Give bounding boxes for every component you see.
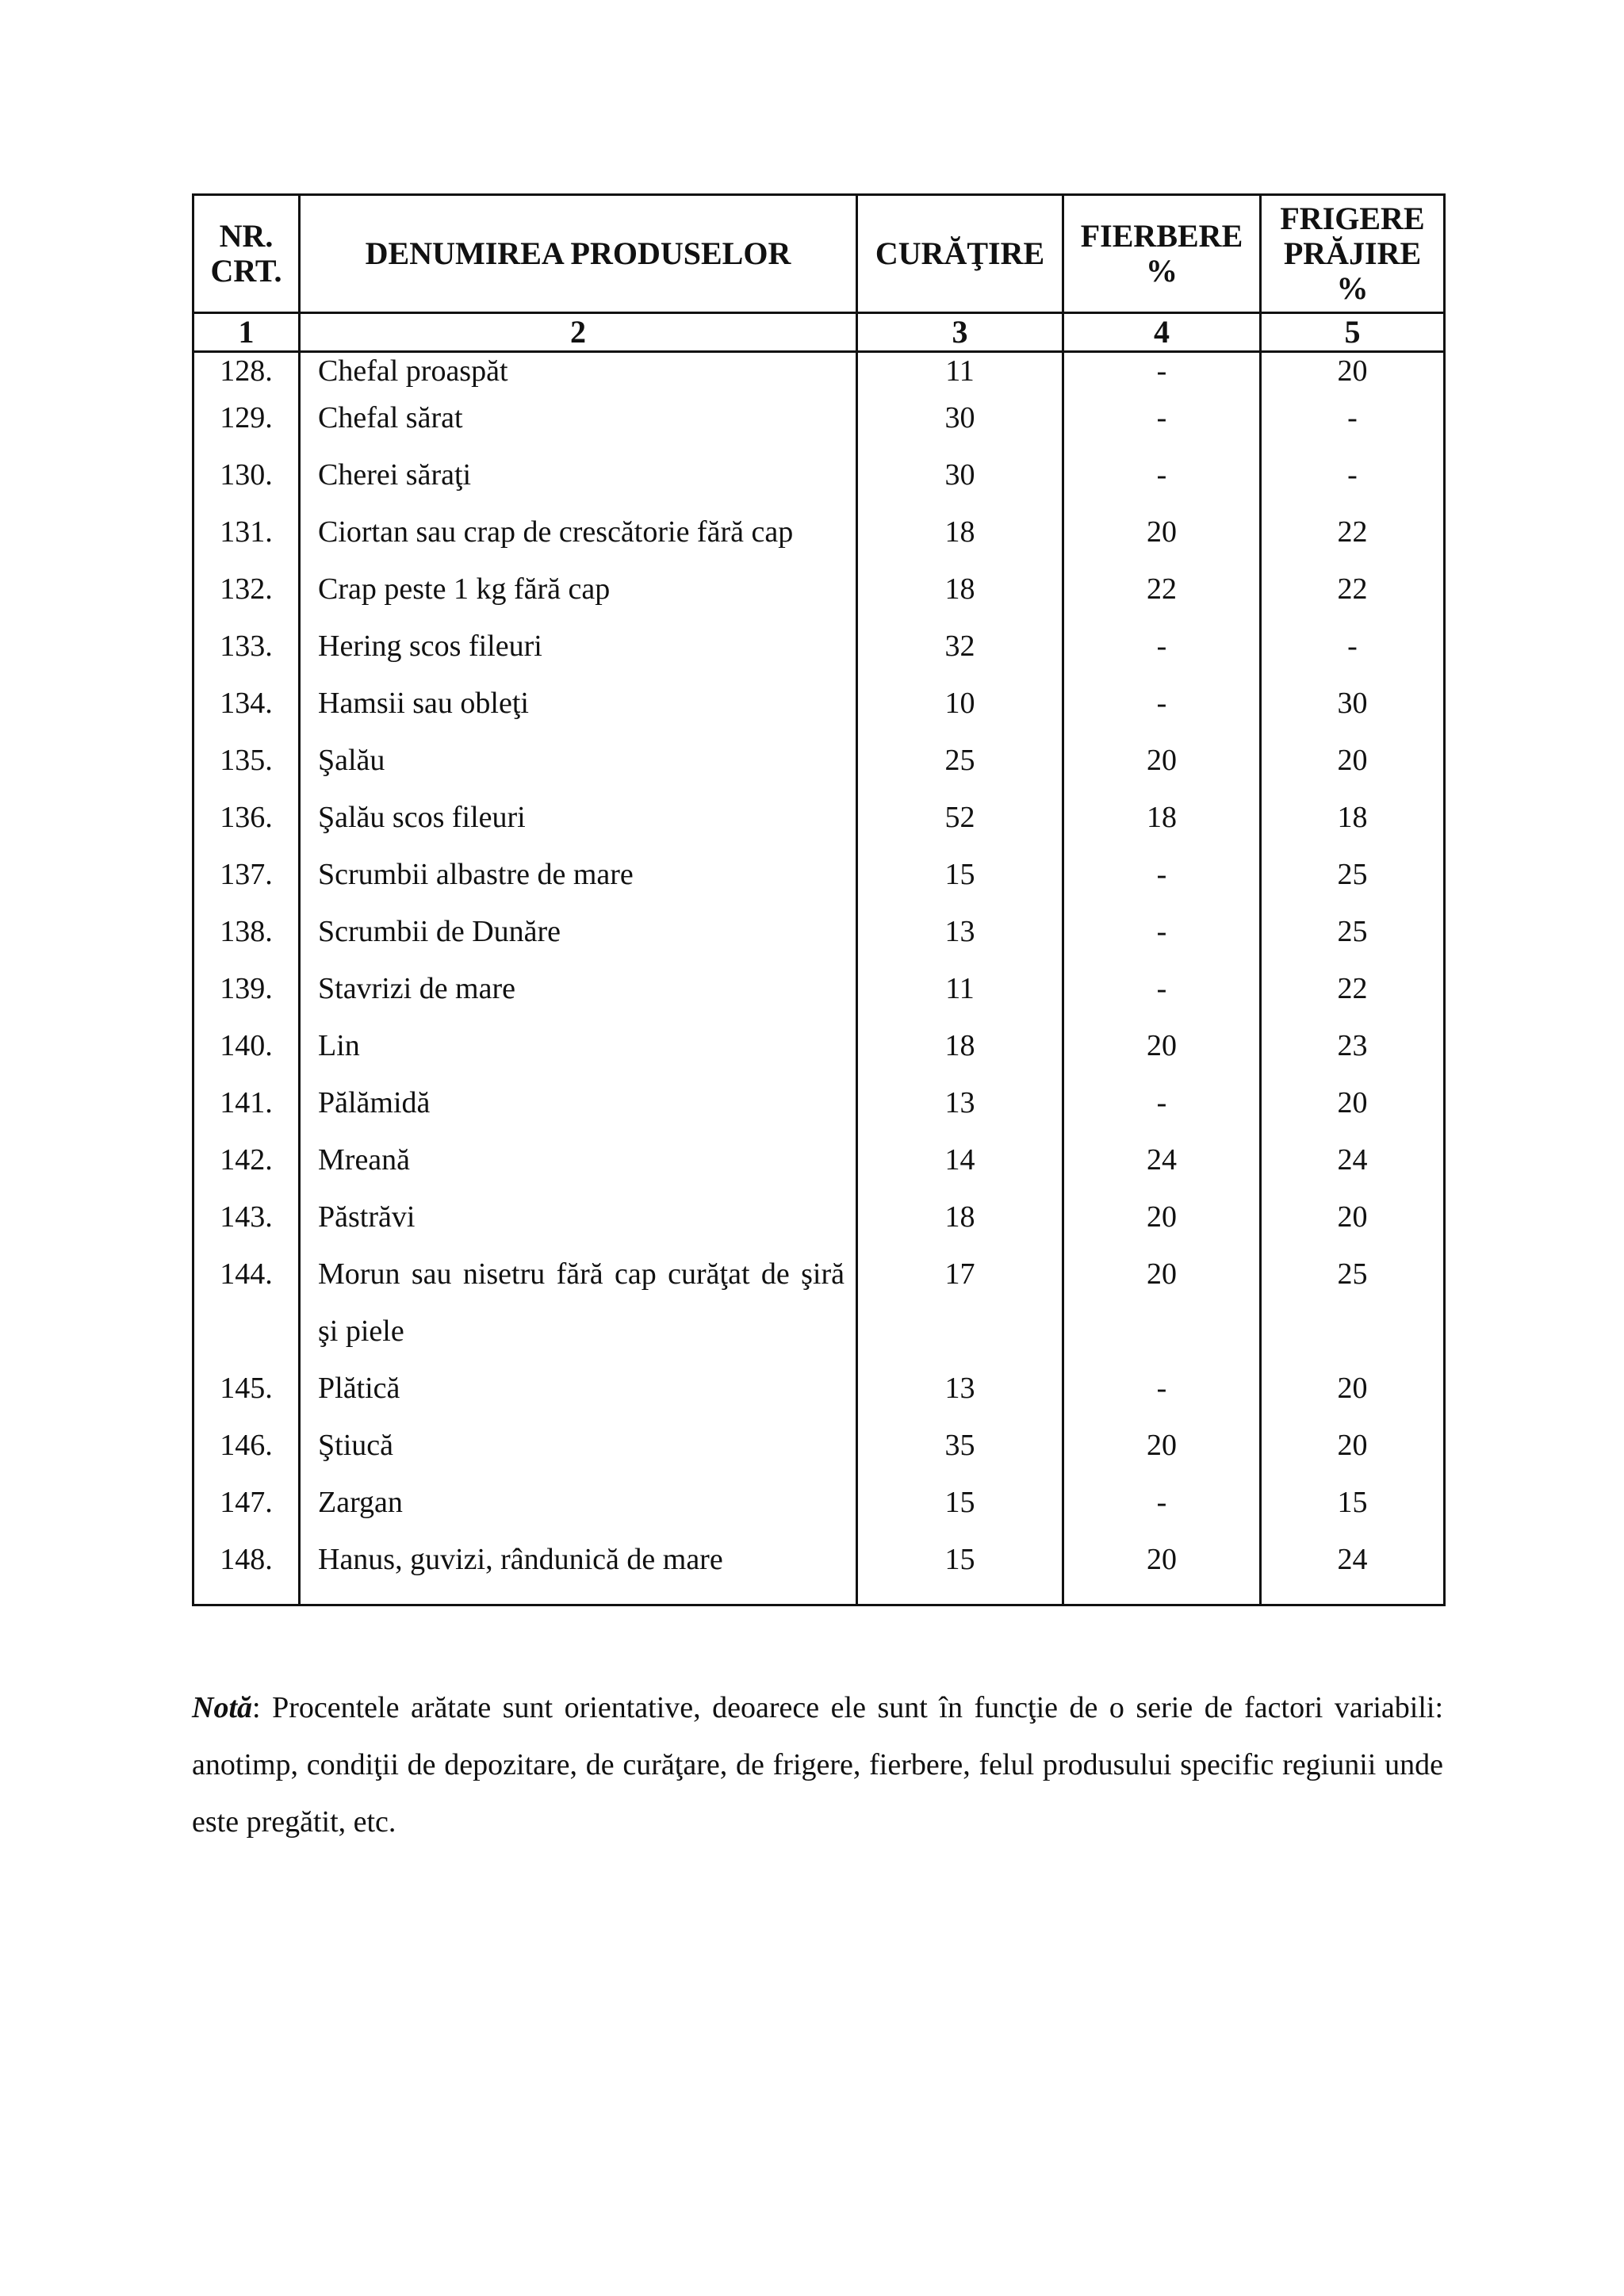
fierbere-value: -: [1063, 1474, 1261, 1531]
table-row: [193, 732, 1445, 789]
product-name: Scrumbii albastre de mare: [300, 846, 857, 903]
product-name: Crap peste 1 kg fără cap: [300, 561, 857, 618]
row-number: 130.: [193, 446, 300, 503]
table-row: [193, 503, 1445, 561]
product-name: Şalău scos fileuri: [300, 789, 857, 846]
curatire-value: 52: [857, 789, 1063, 846]
frigere-prajire-value: -: [1261, 389, 1445, 446]
product-name: Chefal proaspăt: [300, 352, 857, 390]
product-name: Hering scos fileuri: [300, 618, 857, 675]
table-row: [193, 903, 1445, 960]
frigere-prajire-value: 22: [1261, 960, 1445, 1017]
row-number: 136.: [193, 789, 300, 846]
row-number: 134.: [193, 675, 300, 732]
table-row: [193, 389, 1445, 446]
header-row: [193, 195, 1445, 313]
column-number: 4: [1063, 313, 1261, 352]
fierbere-value: -: [1063, 1360, 1261, 1417]
table-row: [193, 789, 1445, 846]
product-name: Morun sau nisetru fără cap curăţat de şiră şi piele: [300, 1246, 857, 1360]
fierbere-value: 20: [1063, 503, 1261, 561]
fierbere-value: -: [1063, 960, 1261, 1017]
curatire-value: 18: [857, 1188, 1063, 1246]
product-name: Hamsii sau obleţi: [300, 675, 857, 732]
fierbere-value: -: [1063, 846, 1261, 903]
row-number: 128.: [193, 352, 300, 390]
table-row: [193, 960, 1445, 1017]
frigere-prajire-value: 25: [1261, 903, 1445, 960]
header-frigere-prajire: FRIGERE PRĂJIRE %: [1261, 195, 1445, 313]
frigere-prajire-value: 20: [1261, 1360, 1445, 1417]
column-number: 1: [193, 313, 300, 352]
curatire-value: 13: [857, 1360, 1063, 1417]
row-number: 135.: [193, 732, 300, 789]
row-number: 132.: [193, 561, 300, 618]
table-row: [193, 1017, 1445, 1074]
row-number: 144.: [193, 1246, 300, 1360]
fierbere-value: 20: [1063, 1188, 1261, 1246]
product-name: Hanus, guvizi, rândunică de mare: [300, 1531, 857, 1605]
curatire-value: 30: [857, 446, 1063, 503]
curatire-value: 25: [857, 732, 1063, 789]
curatire-value: 17: [857, 1246, 1063, 1360]
product-name: Lin: [300, 1017, 857, 1074]
note-label: Notă: [192, 1691, 252, 1724]
fierbere-value: 20: [1063, 1531, 1261, 1605]
frigere-prajire-value: 24: [1261, 1531, 1445, 1605]
frigere-prajire-value: 20: [1261, 732, 1445, 789]
table-row: [193, 618, 1445, 675]
curatire-value: 30: [857, 389, 1063, 446]
fierbere-value: -: [1063, 446, 1261, 503]
curatire-value: 32: [857, 618, 1063, 675]
fierbere-value: 24: [1063, 1131, 1261, 1188]
table-row: [193, 561, 1445, 618]
column-number-row: [193, 313, 1445, 352]
product-name: Cherei săraţi: [300, 446, 857, 503]
fierbere-value: 18: [1063, 789, 1261, 846]
table-row: [193, 1074, 1445, 1131]
frigere-prajire-value: 24: [1261, 1131, 1445, 1188]
frigere-prajire-value: 20: [1261, 1188, 1445, 1246]
curatire-value: 11: [857, 960, 1063, 1017]
frigere-prajire-value: -: [1261, 446, 1445, 503]
row-number: 143.: [193, 1188, 300, 1246]
fierbere-value: 20: [1063, 732, 1261, 789]
frigere-prajire-value: -: [1261, 618, 1445, 675]
curatire-value: 15: [857, 1531, 1063, 1605]
table-row: [193, 1417, 1445, 1474]
fierbere-value: -: [1063, 352, 1261, 390]
row-number: 131.: [193, 503, 300, 561]
header-nr-crt: NR. CRT.: [193, 195, 300, 313]
frigere-prajire-value: 30: [1261, 675, 1445, 732]
row-number: 148.: [193, 1531, 300, 1605]
frigere-prajire-value: 23: [1261, 1017, 1445, 1074]
curatire-value: 10: [857, 675, 1063, 732]
curatire-value: 18: [857, 561, 1063, 618]
product-name: Chefal sărat: [300, 389, 857, 446]
table-row: [193, 352, 1445, 390]
curatire-value: 13: [857, 1074, 1063, 1131]
product-name: Pălămidă: [300, 1074, 857, 1131]
products-table-wrapper: [192, 193, 1443, 1606]
curatire-value: 15: [857, 846, 1063, 903]
note-paragraph: [192, 1679, 1443, 1850]
curatire-value: 13: [857, 903, 1063, 960]
frigere-prajire-value: 25: [1261, 1246, 1445, 1360]
product-name: Ştiucă: [300, 1417, 857, 1474]
row-number: 139.: [193, 960, 300, 1017]
curatire-value: 35: [857, 1417, 1063, 1474]
curatire-value: 15: [857, 1474, 1063, 1531]
fierbere-value: -: [1063, 1074, 1261, 1131]
column-number: 2: [300, 313, 857, 352]
product-name: Mreană: [300, 1131, 857, 1188]
fierbere-value: -: [1063, 675, 1261, 732]
table-row: [193, 675, 1445, 732]
row-number: 147.: [193, 1474, 300, 1531]
row-number: 138.: [193, 903, 300, 960]
row-number: 137.: [193, 846, 300, 903]
product-name: Ciortan sau crap de crescătorie fără cap: [300, 503, 857, 561]
table-row: [193, 846, 1445, 903]
row-number: 129.: [193, 389, 300, 446]
frigere-prajire-value: 20: [1261, 1074, 1445, 1131]
fierbere-value: 20: [1063, 1017, 1261, 1074]
frigere-prajire-value: 20: [1261, 1417, 1445, 1474]
row-number: 146.: [193, 1417, 300, 1474]
curatire-value: 18: [857, 503, 1063, 561]
curatire-value: 11: [857, 352, 1063, 390]
row-number: 145.: [193, 1360, 300, 1417]
table-row: [193, 1360, 1445, 1417]
table-row: [193, 1131, 1445, 1188]
product-name: Stavrizi de mare: [300, 960, 857, 1017]
fierbere-value: 20: [1063, 1246, 1261, 1360]
curatire-value: 14: [857, 1131, 1063, 1188]
table-row: [193, 1474, 1445, 1531]
fierbere-value: -: [1063, 389, 1261, 446]
row-number: 141.: [193, 1074, 300, 1131]
column-number: 3: [857, 313, 1063, 352]
product-name: Şalău: [300, 732, 857, 789]
table-row: [193, 1188, 1445, 1246]
fierbere-value: 20: [1063, 1417, 1261, 1474]
frigere-prajire-value: 18: [1261, 789, 1445, 846]
column-number: 5: [1261, 313, 1445, 352]
curatire-value: 18: [857, 1017, 1063, 1074]
header-denumirea: DENUMIREA PRODUSELOR: [300, 195, 857, 313]
fierbere-value: -: [1063, 618, 1261, 675]
product-name: Scrumbii de Dunăre: [300, 903, 857, 960]
table-row: [193, 1531, 1445, 1605]
products-table: [192, 193, 1446, 1606]
product-name: Plătică: [300, 1360, 857, 1417]
table-body: [193, 352, 1445, 1605]
frigere-prajire-value: 20: [1261, 352, 1445, 390]
note-text: : Procentele arătate sunt orientative, deoarece ele sunt în funcţie de o serie de factori variabili: anotimp, condiţii de depozitare, de curăţare, de frigere, fierbere, felul produsului specific regiunii unde este pregătit, etc.: [192, 1691, 1443, 1839]
row-number: 133.: [193, 618, 300, 675]
frigere-prajire-value: 15: [1261, 1474, 1445, 1531]
header-curatire: CURĂŢIRE: [857, 195, 1063, 313]
product-name: Zargan: [300, 1474, 857, 1531]
table-row: [193, 1246, 1445, 1360]
table-row: [193, 446, 1445, 503]
row-number: 140.: [193, 1017, 300, 1074]
frigere-prajire-value: 22: [1261, 561, 1445, 618]
fierbere-value: -: [1063, 903, 1261, 960]
product-name: Păstrăvi: [300, 1188, 857, 1246]
frigere-prajire-value: 25: [1261, 846, 1445, 903]
row-number: 142.: [193, 1131, 300, 1188]
header-fierbere: FIERBERE %: [1063, 195, 1261, 313]
fierbere-value: 22: [1063, 561, 1261, 618]
frigere-prajire-value: 22: [1261, 503, 1445, 561]
